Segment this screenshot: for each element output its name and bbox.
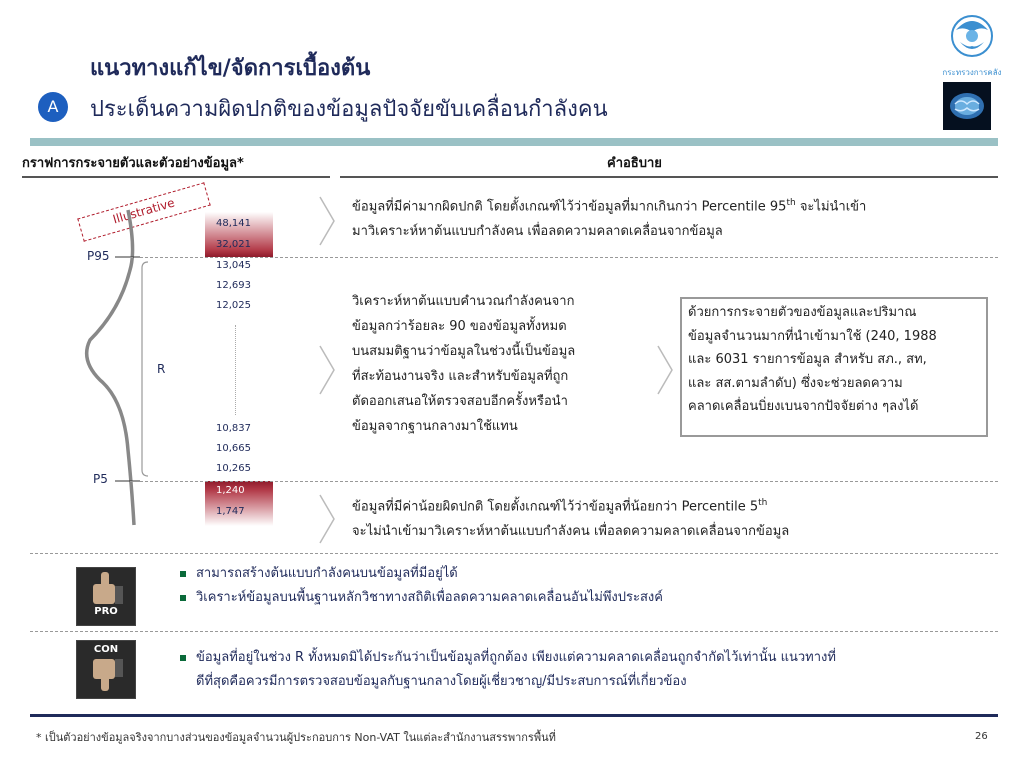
- desc-line: ข้อมูลกว่าร้อยละ 90 ของข้อมูลทั้งหมด: [352, 319, 567, 334]
- pro-list: [180, 562, 663, 610]
- slide-subtitle: ประเด็นความผิดปกติของข้อมูลปัจจัยขับเคลื่อนกำลังคน: [90, 97, 608, 122]
- value-cell: 10,665: [216, 443, 251, 454]
- thumbs-down-icon: [76, 640, 136, 699]
- con-item-text: ดีที่สุดคือควรมีการตรวจสอบข้อมูลกับฐานกลางโดยผู้เชี่ยวชาญ/มีประสบการณ์ที่เกี่ยวข้อง: [196, 674, 687, 689]
- note-line: ข้อมูลจำนวนมากที่นำเข้ามาใช้ (240, 1988: [688, 328, 937, 344]
- con-item: [180, 646, 836, 670]
- left-header-rule: [22, 176, 330, 178]
- illustrative-tag: Illustrative: [77, 182, 211, 241]
- desc-line: วิเคราะห์หาต้นแบบคำนวณกำลังคนจาก: [352, 294, 575, 309]
- upper-outlier-description: [352, 191, 866, 244]
- values-ellipsis: [235, 325, 236, 415]
- con-list: [180, 646, 836, 694]
- lower-outlier-description: [352, 491, 789, 544]
- desc-line: ที่สะท้อนงานจริง และสำหรับข้อมูลที่ถูก: [352, 369, 569, 384]
- note-line: คลาดเคลื่อนบิ่ยงเบนจากปัจจัยต่าง ๆลงได้: [688, 399, 919, 414]
- title-band: [30, 138, 998, 146]
- brain-image: [943, 82, 991, 130]
- chevron-right-icon: [656, 344, 674, 400]
- section-badge: A: [38, 92, 68, 122]
- right-header-rule: [340, 176, 998, 178]
- pro-label: PRO: [94, 606, 118, 617]
- p95-separator: [115, 257, 998, 258]
- con-label: CON: [93, 644, 119, 655]
- page-number: 26: [975, 731, 988, 742]
- chevron-right-icon: [318, 493, 336, 549]
- note-line: ด้วยการกระจายตัวของข้อมูลและปริมาณ: [688, 305, 917, 320]
- section-divider: [30, 553, 998, 554]
- pro-item-text: วิเคราะห์ข้อมูลบนพื้นฐานหลักวิชาทางสถิติเพื่อลดความคลาดเคลื่อนอันไม่พึงประสงค์: [196, 590, 663, 605]
- desc-line: ตัดออกเสนอให้ตรวจสอบอีกครั้งหรือนำ: [352, 394, 568, 409]
- p5-label: P5: [93, 472, 108, 486]
- p5-separator: [115, 481, 998, 482]
- value-cell: 10,265: [216, 463, 251, 474]
- footer-rule: [30, 714, 998, 717]
- superscript: th: [758, 498, 768, 508]
- value-cell: 13,045: [216, 260, 251, 271]
- slide-title: แนวทางแก้ไข/จัดการเบื้องต้น: [90, 56, 371, 81]
- value-cell: 12,025: [216, 300, 251, 311]
- superscript: th: [786, 198, 796, 208]
- pro-item-text: สามารถสร้างต้นแบบกำลังคนบนข้อมูลที่มีอยู่ได้: [196, 566, 458, 581]
- footnote: * เป็นตัวอย่างข้อมูลจริงจากบางส่วนของข้อมูลจำนวนผู้ประกอบการ Non-VAT ในแต่ละสำนักงานสรรพากรพื้นที่: [36, 731, 556, 744]
- note-line: และ 6031 รายการข้อมูล สำหรับ สภ., สท,: [688, 352, 927, 367]
- desc-text: ข้อมูลที่มีค่ามากผิดปกติ โดยตั้งเกณฑ์ไว้ว่าข้อมูลที่มากเกินกว่า Percentile 95: [352, 199, 787, 215]
- value-cell: 10,837: [216, 423, 251, 434]
- left-column-header: กราฟการกระจายตัวและตัวอย่างข้อมูล*: [22, 156, 244, 171]
- range-description: [352, 289, 575, 439]
- value-cell: 1,747: [216, 506, 245, 517]
- desc-text: จะไม่นำเข้ามาวิเคราะห์หาต้นแบบกำลังคน เพื่อลดความคลาดเคลื่อนจากข้อมูล: [352, 524, 790, 540]
- p95-label: P95: [87, 249, 110, 263]
- logo-caption: กระทรวงการคลัง: [942, 68, 1002, 77]
- desc-text: ข้อมูลที่มีค่าน้อยผิดปกติ โดยตั้งเกณฑ์ไว้ว่าข้อมูลที่น้อยกว่า Percentile 5: [352, 499, 759, 515]
- right-column-header: คำอธิบาย: [607, 156, 662, 171]
- range-bracket: [142, 262, 148, 476]
- desc-text: จะไม่นำเข้า: [795, 199, 867, 215]
- note-line: และ สส.ตามลำดับ) ซึ่งจะช่วยลดความ: [688, 375, 903, 391]
- pro-item: [180, 586, 663, 610]
- value-cell: 12,693: [216, 280, 251, 291]
- desc-line: บนสมมติฐานว่าข้อมูลในช่วงนี้เป็นข้อมูล: [352, 344, 576, 359]
- pro-item: [180, 562, 663, 586]
- value-cell: 1,240: [216, 485, 245, 496]
- chevron-right-icon: [318, 344, 336, 400]
- thumbs-up-icon: [76, 567, 136, 626]
- value-cell: 32,021: [216, 239, 251, 250]
- range-label: R: [157, 362, 166, 376]
- distribution-note-box: [680, 297, 988, 437]
- section-divider: [30, 631, 998, 632]
- value-cell: 48,141: [216, 218, 251, 229]
- chevron-right-icon: [318, 195, 336, 251]
- desc-text: มาวิเคราะห์หาต้นแบบกำลังคน เพื่อลดความคลาดเคลื่อนจากข้อมูล: [352, 224, 723, 240]
- desc-line: ข้อมูลจากฐานกลางมาใช้แทน: [352, 419, 518, 434]
- con-item-text: ข้อมูลที่อยู่ในช่วง R ทั้งหมดมิได้ประกันว่าเป็นข้อมูลที่ถูกต้อง เพียงแต่ความคลาดเคลื่อนถูกจำกัดไว้เท่านั้น แนวทางที่: [196, 650, 836, 665]
